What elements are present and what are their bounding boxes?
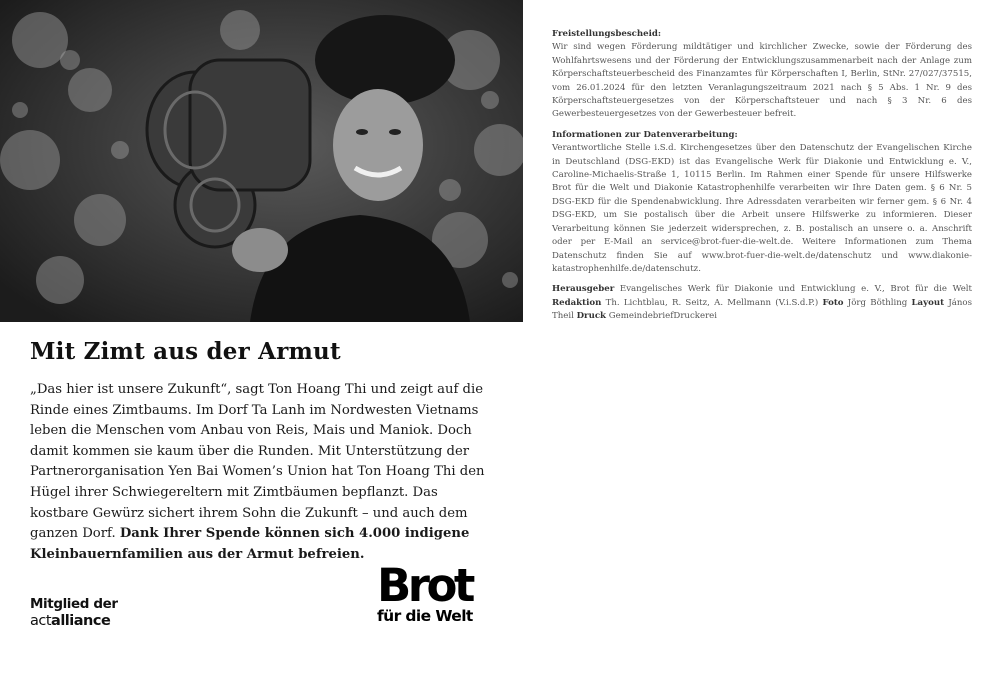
act-text: act [30, 613, 52, 629]
foto-text: Jörg Böthling [843, 297, 912, 308]
hrsg-label: Herausgeber [552, 284, 615, 295]
legal-column [552, 28, 972, 331]
datenverarbeitung-section [552, 129, 972, 276]
hrsg-text: Evangelisches Werk für Diakonie und Entwicklung e. V., Brot für die Welt [614, 284, 972, 295]
layout-text: János Theil [552, 297, 973, 322]
brot-logo-small: für die Welt [377, 607, 473, 625]
actalliance-logo [30, 596, 118, 630]
hero-photo [0, 0, 523, 322]
alliance-text: alliance [51, 613, 111, 629]
brot-logo-big: Brot [377, 559, 472, 612]
photo-image [0, 0, 523, 322]
foto-label: Foto [822, 297, 844, 308]
member-label: Mitglied der [30, 596, 118, 612]
druck-text: GemeindebriefDruckerei [606, 311, 718, 322]
layout-label: Layout [911, 297, 945, 308]
article-body [30, 380, 500, 565]
druck-label: Druck [576, 311, 607, 322]
impressum-section [552, 283, 972, 323]
brot-logo [377, 559, 473, 625]
article-text: „Das hier ist unsere Zukunft“, sagt Ton Hoang Thi und zeigt auf die Rinde eines Zimtbaums. Im Dorf Ta Lanh im Nordwesten Vietnams leben die Menschen vom Anbau von Reis, Mais und Maniok. Doch damit kommen sie kaum über die Runden. Mit Unterstützung der Partnerorganisation Yen Bai Women’s Union hat Ton Hoang Thi den Hügel ihrer Schwiegereltern mit Zimtbäumen bepflanzt. Das kostbare Gewürz sichert ihrem Sohn die Zukunft – und auch dem ganzen Dorf. [30, 382, 485, 542]
redaktion-text: Th. Lichtblau, R. Seitz, A. Mellmann (V.i.S.d.P.) [601, 297, 823, 308]
article-text-bold: Dank Ihrer Spende können sich 4.000 indigene Kleinbauernfamilien aus der Armut befreien. [30, 526, 470, 562]
freistellung-section [552, 28, 972, 122]
datenverarbeitung-text: Verantwortliche Stelle i.S.d. Kirchengesetzes über den Datenschutz der Evangelischen Kirche in Deutschland (DSG-EKD) ist das Evangelische Werk für Diakonie und Entwicklung e. V., Caroline-Michaelis-Straße 1, 10115 Berlin. Im Rahmen einer Spende für unsere Hilfswerke Brot für die Welt und Diakonie Katastrophenhilfe verarbeiten wir Ihre Daten gem. § 6 Nr. 5 DSG-EKD für die Spendenabwicklung. Ihre Adressdaten verarbeiten wir ferner gem. § 6 Nr. 4 DSG-EKD, um Sie postalisch über die Arbeit unsere Hilfswerke zu informieren. Dieser Verarbeitung können Sie jederzeit widersprechen, z. B. postalisch an unsere o. a. Anschrift oder per E-Mail an service@brot-fuer-die-welt.de. Weitere Informationen zum Thema Datenschutz finden Sie auf www.brot-fuer-die-welt.de/datenschutz und www.diakonie-katastrophenhilfe.de/datenschutz. [552, 143, 972, 274]
datenverarbeitung-heading: Informationen zur Datenverarbeitung: [552, 129, 738, 140]
article-title: Mit Zimt aus der Armut [30, 338, 341, 365]
freistellung-heading: Freistellungsbescheid: [552, 29, 662, 39]
freistellung-text: Wir sind wegen Förderung mildtätiger und kirchlicher Zwecke, sowie der Förderung des Wohlfahrtswesens und der Förderung der Entwicklungszusammenarbeit nach der Anlage zum Körperschaftsteuerbescheid des Finanzamtes für Körperschaften I, Berlin, StNr. 27/027/37515, vom 26.01.2024 für den letzten Veranlagungszeitraum 2021 nach § 5 Abs. 1 Nr. 9 des Körperschaftsteuergesetzes von der Körperschaftsteuer und nach § 3 Nr. 6 des Gewerbesteuergesetzes von der Gewerbesteuer befreit. [552, 42, 972, 120]
redaktion-label: Redaktion [552, 297, 602, 308]
